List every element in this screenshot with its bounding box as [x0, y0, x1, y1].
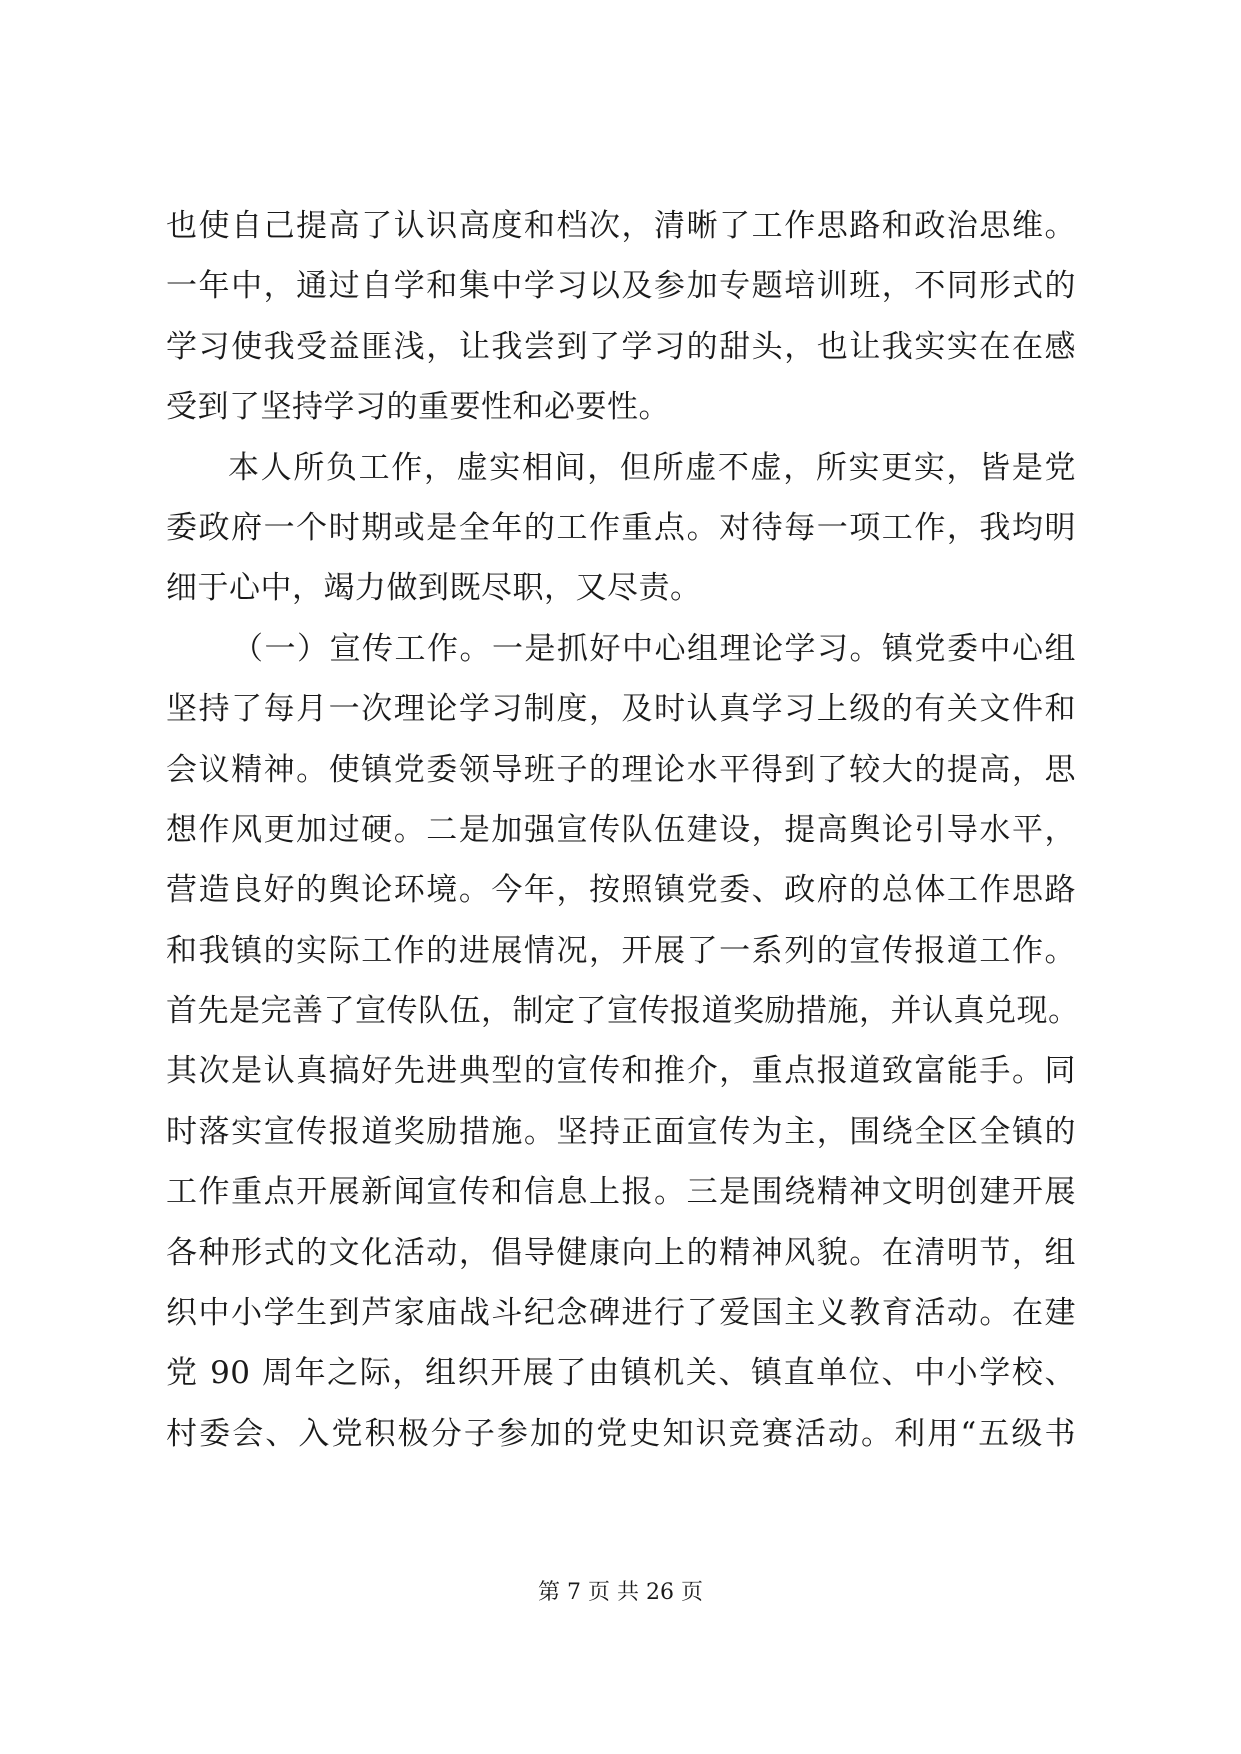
page-number-footer: 第 7 页 共 26 页 [538, 1580, 703, 1605]
text-line: 会议精神。使镇党委领导班子的理论水平得到了较大的提高，思 [166, 751, 1076, 788]
paragraph-first-line: （一）宣传工作。一是抓好中心组理论学习。镇党委中心组 [232, 630, 1076, 667]
text-line: 村委会、入党积极分子参加的党史知识竞赛活动。利用“五级书 [166, 1415, 1076, 1452]
text-line: 和我镇的实际工作的进展情况，开展了一系列的宣传报道工作。 [166, 932, 1076, 969]
text-line: 委政府一个时期或是全年的工作重点。对待每一项工作，我均明 [166, 509, 1076, 546]
text-line: 想作风更加过硬。二是加强宣传队伍建设，提高舆论引导水平， [166, 811, 1076, 848]
text-line: 受到了坚持学习的重要性和必要性。 [166, 389, 670, 426]
text-line: 首先是完善了宣传队伍，制定了宣传报道奖励措施，并认真兑现。 [166, 993, 1080, 1030]
text-line: 也使自己提高了认识高度和档次，清晰了工作思路和政治思维。 [166, 208, 1076, 244]
text-line: 各种形式的文化活动，倡导健康向上的精神风貌。在清明节，组 [166, 1234, 1076, 1271]
text-line: 坚持了每月一次理论学习制度，及时认真学习上级的有关文件和 [166, 691, 1076, 728]
text-line: 工作重点开展新闻宣传和信息上报。三是围绕精神文明创建开展 [166, 1174, 1076, 1211]
text-line: 学习使我受益匪浅，让我尝到了学习的甜头，也让我实实在在感 [166, 328, 1076, 365]
text-line: 其次是认真搞好先进典型的宣传和推介，重点报道致富能手。同 [166, 1053, 1076, 1090]
text-line: 织中小学生到芦家庙战斗纪念碑进行了爱国主义教育活动。在建 [166, 1295, 1076, 1332]
text-line: 营造良好的舆论环境。今年，按照镇党委、政府的总体工作思路 [166, 872, 1076, 909]
text-line: 细于心中，竭力做到既尽职，又尽责。 [166, 570, 702, 607]
body-text [166, 196, 1080, 1464]
paragraph-first-line: 本人所负工作，虚实相间，但所虚不虚，所实更实，皆是党 [228, 449, 1076, 486]
text-line: 时落实宣传报道奖励措施。坚持正面宣传为主，围绕全区全镇的 [166, 1113, 1076, 1150]
text-line: 一年中，通过自学和集中学习以及参加专题培训班，不同形式的 [166, 268, 1076, 305]
text-line: 党 90 周年之际，组织开展了由镇机关、镇直单位、中小学校、 [166, 1355, 1076, 1392]
